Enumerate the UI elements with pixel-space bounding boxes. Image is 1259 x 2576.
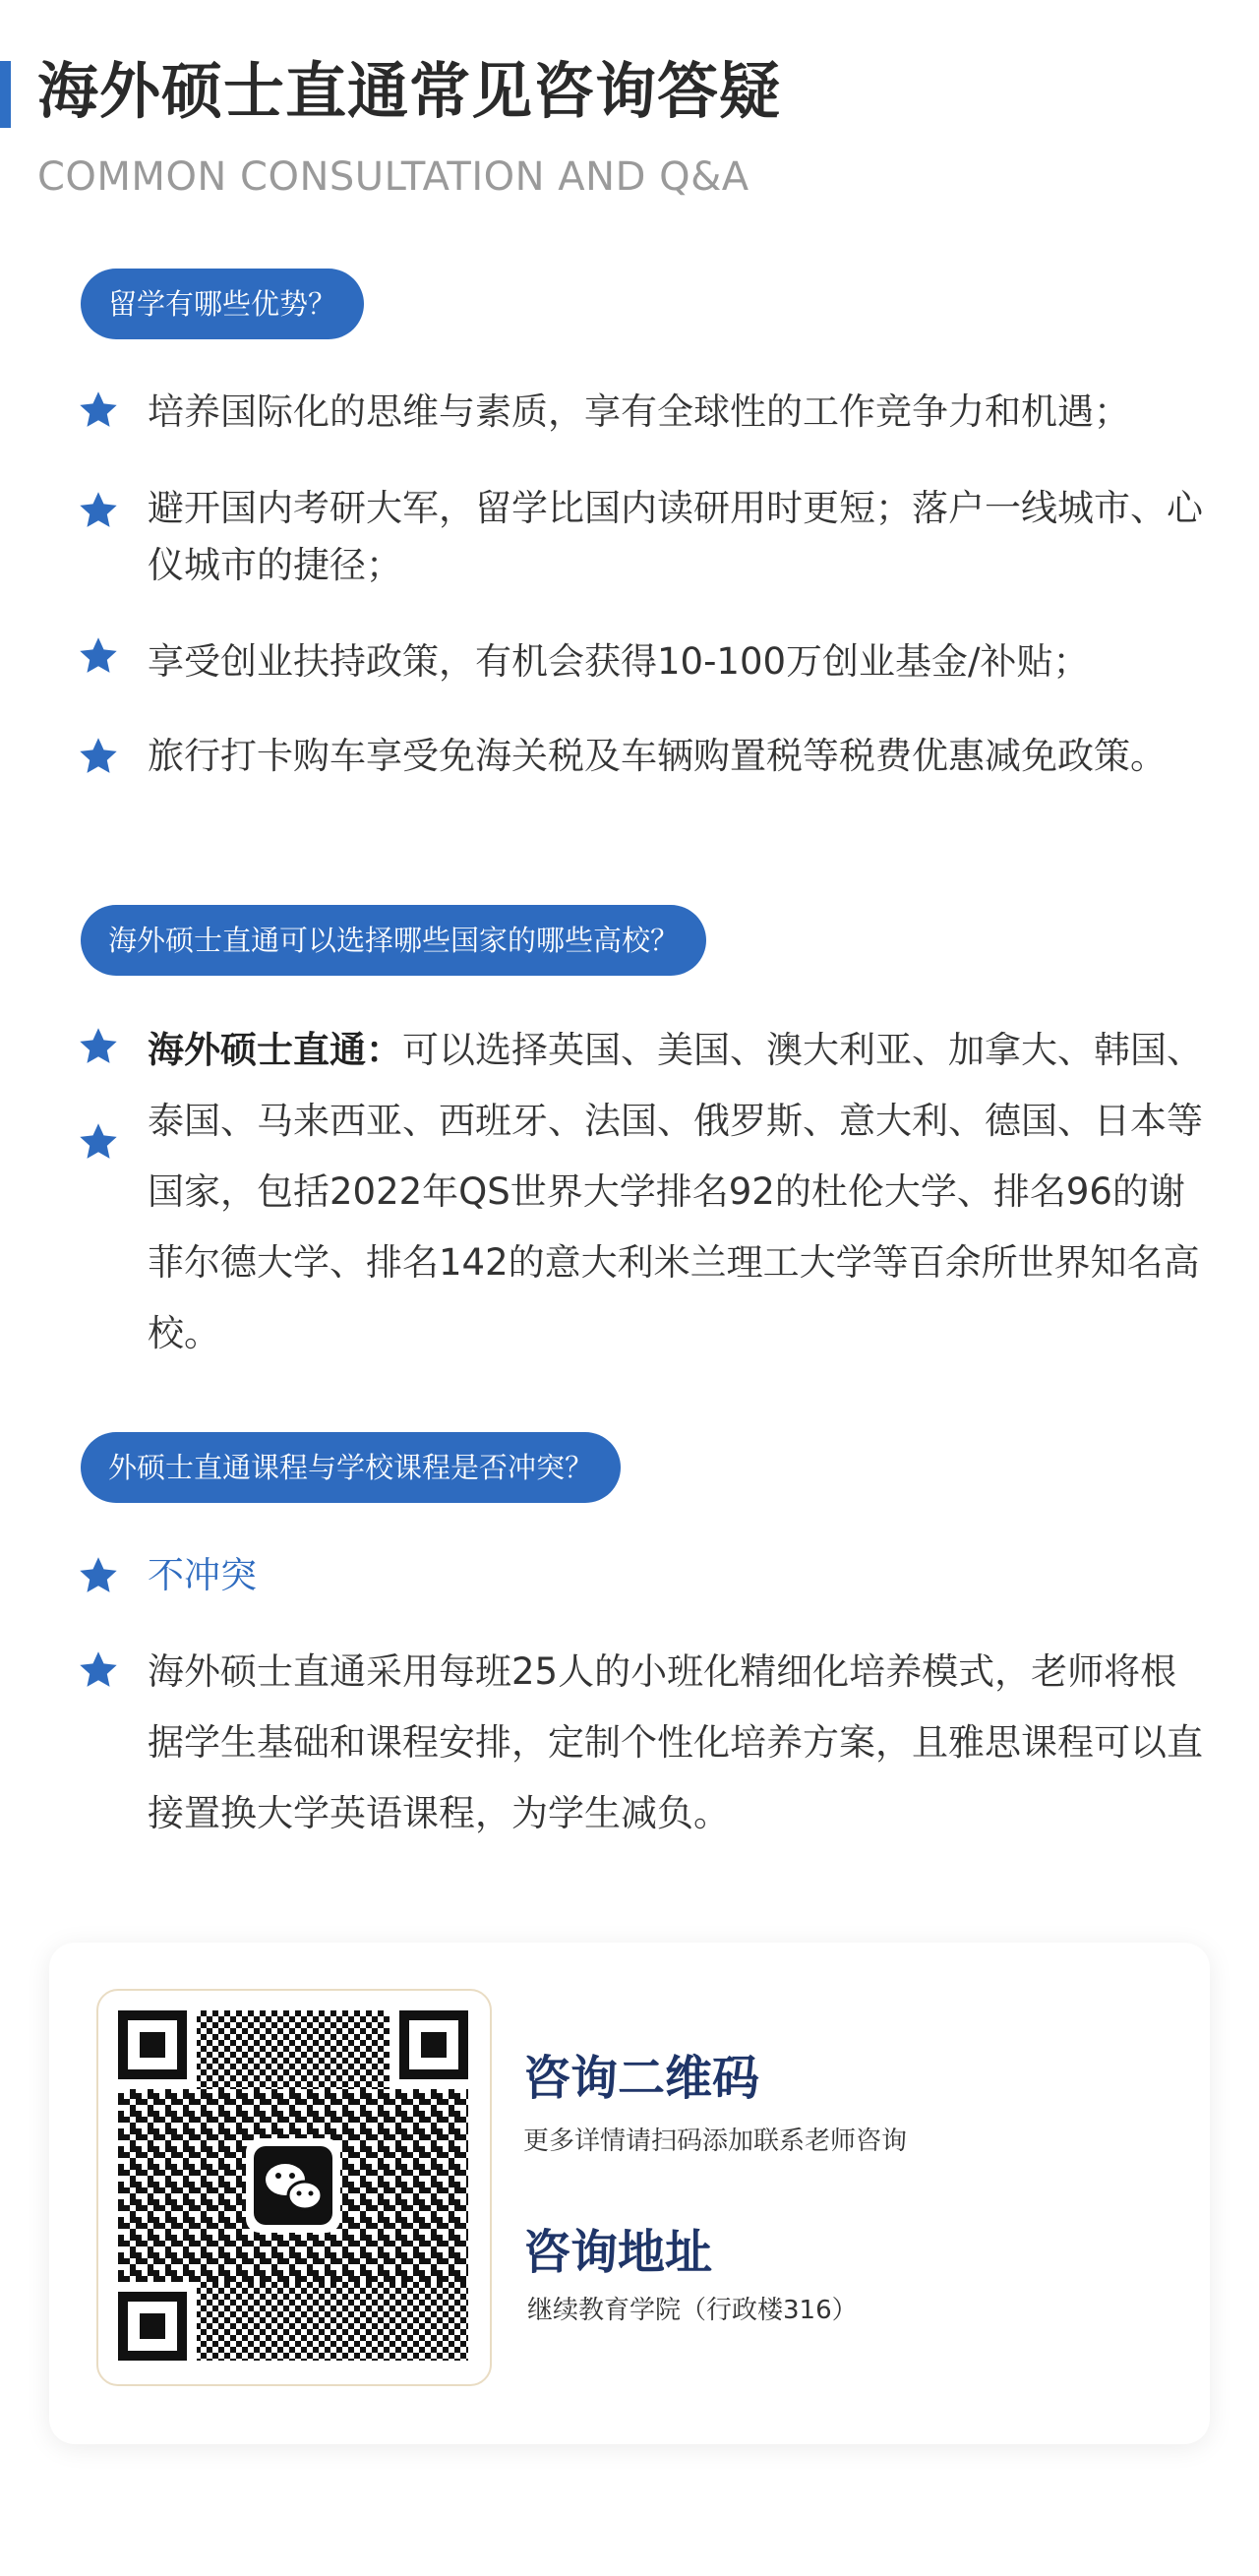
question-badge-conflict: 外硕士直通课程与学校课程是否冲突？ — [81, 1432, 621, 1503]
page-subtitle: COMMON CONSULTATION AND Q&A — [37, 154, 749, 200]
star-icon — [77, 389, 120, 432]
star-icon — [77, 1120, 120, 1164]
advantage-item: 享受创业扶持政策，有机会获得10-100万创业基金/补贴； — [148, 640, 1090, 683]
advantage-item: 避开国内考研大军，留学比国内读研用时更短；落户一线城市、心仪城市的捷径； — [148, 487, 1203, 586]
title-accent-bar — [0, 61, 11, 128]
advantage-item: 培养国际化的思维与素质，享有全球性的工作竞争力和机遇； — [148, 390, 1130, 433]
question-badge-advantages: 留学有哪些优势？ — [81, 269, 364, 339]
star-icon — [77, 489, 120, 532]
qr-code-icon — [118, 2010, 468, 2361]
address-heading: 咨询地址 — [523, 2225, 713, 2280]
countries-paragraph — [148, 1015, 1210, 1369]
conflict-answer: 不冲突 — [148, 1554, 257, 1596]
question-badge-countries: 海外硕士直通可以选择哪些国家的哪些高校？ — [81, 905, 706, 976]
qr-description: 更多详情请扫码添加联系老师咨询 — [523, 2127, 908, 2156]
star-icon — [77, 634, 120, 678]
star-icon — [77, 1025, 120, 1068]
advantage-item: 旅行打卡购车享受免海关税及车辆购置税等税费优惠减免政策。 — [148, 735, 1167, 777]
address-text: 继续教育学院（行政楼316） — [527, 2296, 858, 2325]
contact-card — [49, 1943, 1210, 2444]
qr-code-frame — [96, 1989, 492, 2386]
star-icon — [77, 1554, 120, 1597]
star-icon — [77, 735, 120, 778]
star-icon — [77, 1648, 120, 1692]
qr-heading: 咨询二维码 — [523, 2051, 760, 2106]
page-title: 海外硕士直通常见咨询答疑 — [37, 55, 782, 127]
countries-lead: 海外硕士直通： — [148, 1029, 402, 1071]
countries-body: 可以选择英国、美国、澳大利亚、加拿大、韩国、泰国、马来西亚、西班牙、法国、俄罗斯、意大利、德国、日本等国家，包括2022年QS世界大学排名92的杜伦大学、排名96的谢菲尔德大学、排名142的意大利米兰理工大学等百余所世界知名高校。 — [148, 1029, 1203, 1354]
conflict-detail: 海外硕士直通采用每班25人的小班化精细化培养模式，老师将根据学生基础和课程安排，定制个性化培养方案，且雅思课程可以直接置换大学英语课程，为学生减负。 — [148, 1650, 1203, 1834]
